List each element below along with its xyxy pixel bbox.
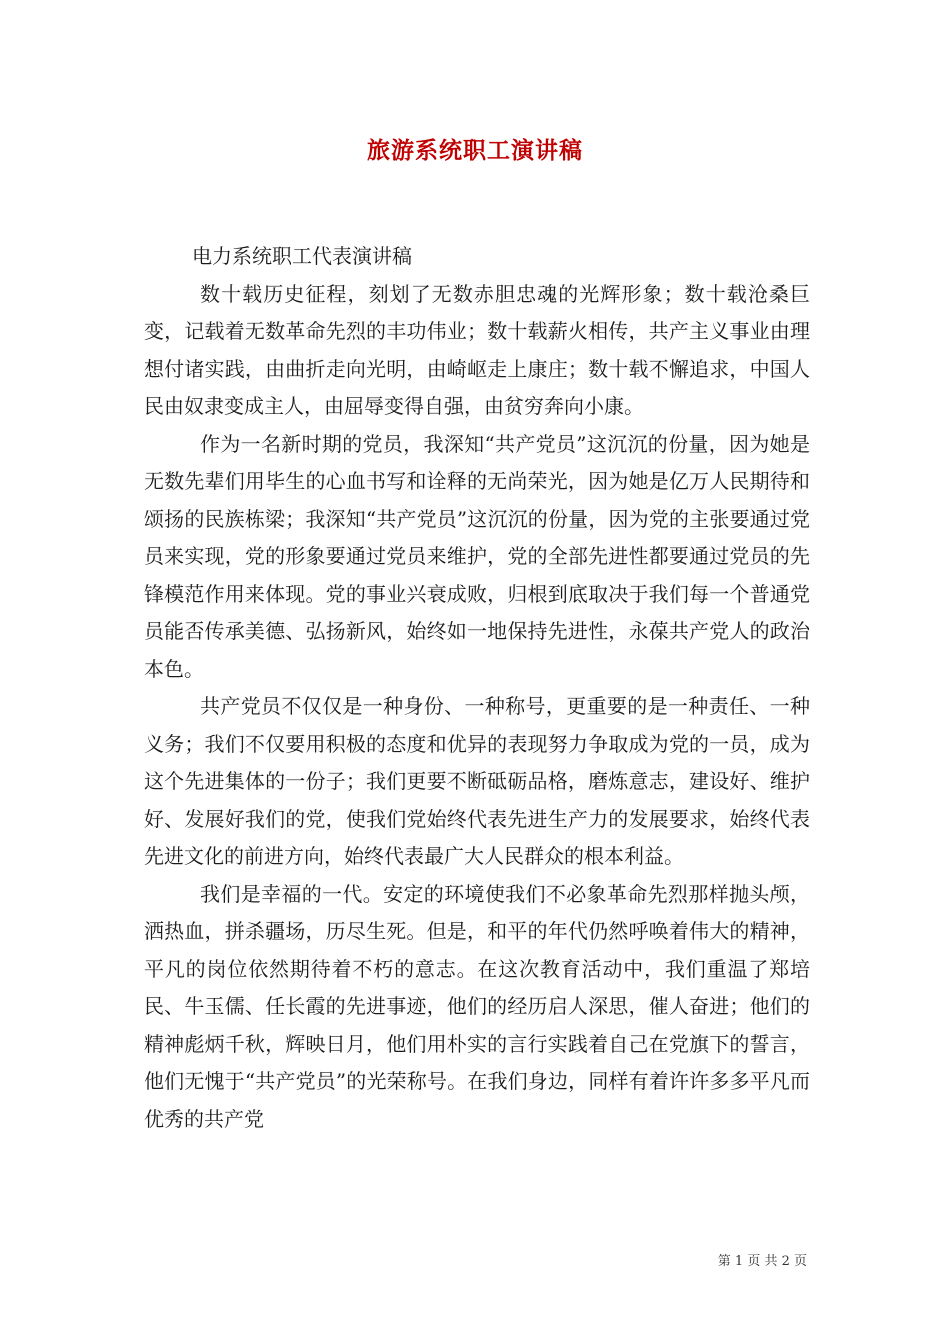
document-subtitle: 电力系统职工代表演讲稿 bbox=[192, 244, 412, 268]
paragraph-2: 作为一名新时期的党员，我深知“共产党员”这沉沉的份量，因为她是无数先辈们用毕生的心血书写和诠释的无尚荣光，因为她是亿万人民期待和颂扬的民族栋梁；我深知“共产党员”这沉沉的份量，因为党的主张要通过党员来实现，党的形象要通过党员来维护，党的全部先进性都要通过党员的先锋模范作用来体现。党的事业兴衰成败，归根到底取决于我们每一个普通党员能否传承美德、弘扬新风，始终如一地保持先进性，永葆共产党人的政治本色。 bbox=[144, 431, 810, 681]
paragraph-4: 我们是幸福的一代。安定的环境使我们不必象革命先烈那样抛头颅，洒热血，拼杀疆场，历尽生死。但是，和平的年代仍然呼唤着伟大的精神，平凡的岗位依然期待着不朽的意志。在这次教育活动中，我们重温了郑培民、牛玉儒、任长霞的先进事迹，他们的经历启人深思，催人奋进；他们的精神彪炳千秋，辉映日月，他们用朴实的言行实践着自己在党旗下的誓言，他们无愧于“共产党员”的光荣称号。在我们身边，同样有着许许多多平凡而优秀的共产党 bbox=[144, 881, 810, 1131]
page-number: 第 1 页 共 2 页 bbox=[717, 1254, 807, 1269]
paragraph-1: 数十载历史征程，刻划了无数赤胆忠魂的光辉形象；数十载沧桑巨变，记载着无数革命先烈的丰功伟业；数十载薪火相传，共产主义事业由理想付诸实践，由曲折走向光明，由崎岖走上康庄；数十载不懈追求，中国人民由奴隶变成主人，由屈辱变得自强，由贫穷奔向小康。 bbox=[144, 281, 810, 418]
document-body bbox=[144, 238, 810, 1138]
paragraph-3: 共产党员不仅仅是一种身份、一种称号，更重要的是一种责任、一种义务；我们不仅要用积极的态度和优异的表现努力争取成为党的一员，成为这个先进集体的一份子；我们更要不断砥砺品格，磨炼意志，建设好、维护好、发展好我们的党，使我们党始终代表先进生产力的发展要求，始终代表先进文化的前进方向，始终代表最广大人民群众的根本利益。 bbox=[144, 694, 810, 868]
document-title: 旅游系统职工演讲稿 bbox=[367, 137, 583, 164]
